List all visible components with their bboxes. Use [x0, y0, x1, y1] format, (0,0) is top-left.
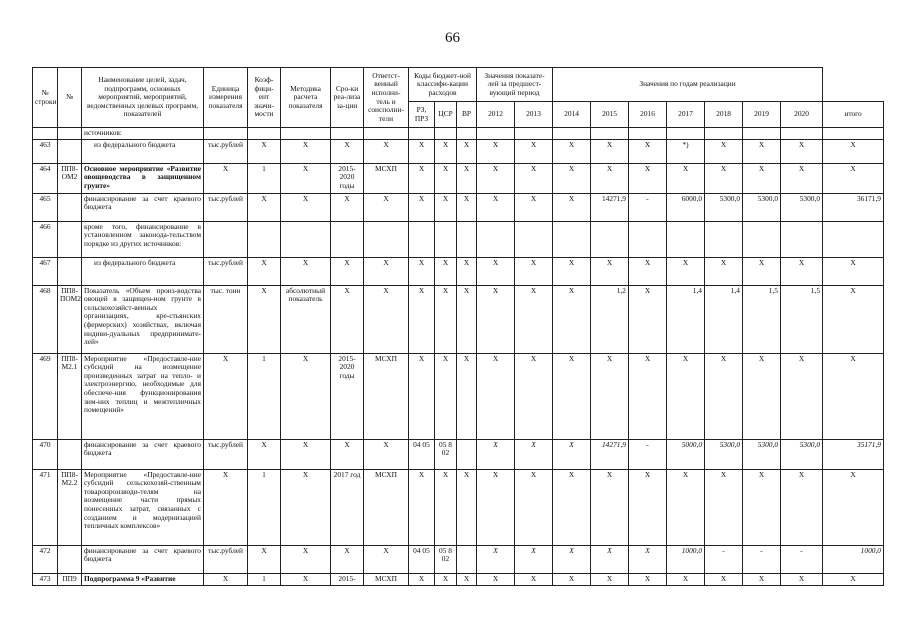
year-2014-cell: [553, 221, 591, 257]
year-2020-cell: X: [781, 139, 823, 163]
year-2018-cell: X: [705, 139, 743, 163]
method-cell: X: [281, 163, 331, 193]
rz-cell: 04 05: [409, 545, 435, 573]
year-2015-cell: X: [591, 163, 629, 193]
row-number: 469: [33, 353, 58, 439]
header-2017: 2017: [667, 102, 705, 128]
rz-cell: X: [409, 285, 435, 353]
year-2019-cell: X: [743, 163, 781, 193]
rz-cell: 04 05: [409, 439, 435, 469]
row-name: Мероприятие «Предоставле-ние субсидий сельскохозяй-ственным товаропроизводи-телям на возмещение части прямых понесенных затрат, связанных с созданием и модернизацией тепличных комплексов»: [82, 469, 204, 545]
year-2017-cell: X: [667, 257, 705, 285]
year-2014-cell: X: [553, 163, 591, 193]
unit-cell: X: [204, 469, 248, 545]
csr-cell: X: [435, 469, 457, 545]
header-2019: 2019: [743, 102, 781, 128]
row-number: 466: [33, 221, 58, 257]
header-2015: 2015: [591, 102, 629, 128]
year-2019-cell: X: [743, 257, 781, 285]
header-no: №: [58, 68, 82, 128]
year-2016-cell: X: [629, 139, 667, 163]
indicators-table: [32, 67, 884, 586]
header-csr: ЦСР: [435, 102, 457, 128]
year-2019-cell: 1,5: [743, 285, 781, 353]
year-2018-cell: X: [705, 257, 743, 285]
unit-cell: X: [204, 353, 248, 439]
unit-cell: тыс.рублей: [204, 257, 248, 285]
table-row: [33, 139, 884, 163]
year-2020-cell: 5300,0: [781, 439, 823, 469]
year-2012-cell: X: [477, 193, 515, 221]
header-term: Сро-ки реа-лиза за-ции: [331, 68, 364, 128]
total-cell: X: [823, 469, 884, 545]
year-2017-cell: X: [667, 163, 705, 193]
year-2014-cell: X: [553, 573, 591, 585]
year-2013-cell: X: [515, 139, 553, 163]
year-2020-cell: X: [781, 573, 823, 585]
total-cell: X: [823, 573, 884, 585]
header-name: Наименование целей, задач, подпрограмм, основных мероприятий, мероприятий, ведомственных целевых программ, показателей: [82, 68, 204, 128]
year-2017-cell: 1000,0: [667, 545, 705, 573]
year-2015-cell: 1,2: [591, 285, 629, 353]
vr-cell: X: [457, 139, 477, 163]
year-2017-cell: *): [667, 139, 705, 163]
term-cell: [331, 128, 364, 140]
total-cell: 36171,9: [823, 193, 884, 221]
header-row-no: № строки: [33, 68, 58, 128]
year-2015-cell: X: [591, 545, 629, 573]
vr-cell: [457, 128, 477, 140]
vr-cell: X: [457, 257, 477, 285]
vr-cell: X: [457, 573, 477, 585]
header-budget-codes: Коды бюджет-ной классифи-кации расходов: [409, 68, 477, 102]
year-2013-cell: X: [515, 163, 553, 193]
method-cell: X: [281, 469, 331, 545]
year-2018-cell: -: [705, 545, 743, 573]
year-2016-cell: X: [629, 285, 667, 353]
rz-cell: X: [409, 353, 435, 439]
row-code: ПП8-М2.2: [58, 469, 82, 545]
row-number: 468: [33, 285, 58, 353]
term-cell: X: [331, 257, 364, 285]
total-cell: X: [823, 285, 884, 353]
year-2014-cell: X: [553, 139, 591, 163]
coef-cell: 1: [248, 469, 281, 545]
row-name: Мероприятие «Предоставле-ние субсидий на возмещение произведенных затрат на тепло- и электроэнергию, необходимые для обеспече-ния функционирования зим-них теплиц и межтепличных помещений»: [82, 353, 204, 439]
csr-cell: 05 8 02: [435, 545, 457, 573]
year-2016-cell: X: [629, 257, 667, 285]
year-2015-cell: X: [591, 353, 629, 439]
total-cell: X: [823, 139, 884, 163]
year-2017-cell: X: [667, 353, 705, 439]
table-header: [33, 68, 884, 128]
year-2020-cell: X: [781, 353, 823, 439]
row-name: из федерального бюджета: [82, 257, 204, 285]
year-2018-cell: [705, 128, 743, 140]
term-cell: X: [331, 139, 364, 163]
year-2012-cell: [477, 221, 515, 257]
row-number: 470: [33, 439, 58, 469]
unit-cell: тыс. тонн: [204, 285, 248, 353]
coef-cell: X: [248, 285, 281, 353]
header-coef: Коэф-фици-ент значи-мости: [248, 68, 281, 128]
row-name: финансирование за счет краевого бюджета: [82, 439, 204, 469]
page-number: 66: [445, 30, 460, 46]
total-cell: [823, 128, 884, 140]
year-2016-cell: X: [629, 353, 667, 439]
year-2020-cell: X: [781, 163, 823, 193]
row-code: ПП8-М2.1: [58, 353, 82, 439]
responsible-cell: МСХП: [364, 469, 409, 545]
year-2014-cell: X: [553, 285, 591, 353]
header-total: итого: [823, 102, 884, 128]
term-cell: 2015-2020 годы: [331, 353, 364, 439]
year-2020-cell: X: [781, 257, 823, 285]
year-2014-cell: X: [553, 257, 591, 285]
header-responsible: Ответст-венный исполни-тель и соисполни-тели: [364, 68, 409, 128]
row-code: [58, 257, 82, 285]
method-cell: абсолютный показатель: [281, 285, 331, 353]
responsible-cell: X: [364, 139, 409, 163]
coef-cell: [248, 128, 281, 140]
term-cell: X: [331, 193, 364, 221]
method-cell: [281, 221, 331, 257]
year-2014-cell: X: [553, 439, 591, 469]
row-code: [58, 128, 82, 140]
year-2019-cell: [743, 128, 781, 140]
row-number: 465: [33, 193, 58, 221]
row-code: [58, 193, 82, 221]
header-2012: 2012: [477, 102, 515, 128]
year-2020-cell: X: [781, 469, 823, 545]
year-2018-cell: 1,4: [705, 285, 743, 353]
csr-cell: X: [435, 139, 457, 163]
csr-cell: X: [435, 353, 457, 439]
year-2016-cell: X: [629, 469, 667, 545]
vr-cell: [457, 439, 477, 469]
responsible-cell: МСХП: [364, 353, 409, 439]
rz-cell: X: [409, 139, 435, 163]
method-cell: [281, 128, 331, 140]
year-2019-cell: [743, 221, 781, 257]
term-cell: [331, 221, 364, 257]
method-cell: X: [281, 573, 331, 585]
responsible-cell: [364, 128, 409, 140]
year-2012-cell: X: [477, 139, 515, 163]
header-vr: ВР: [457, 102, 477, 128]
header-2018: 2018: [705, 102, 743, 128]
total-cell: X: [823, 353, 884, 439]
row-number: 467: [33, 257, 58, 285]
header-previous-period: Значения показате-лей за предшест-вующий период: [477, 68, 553, 102]
total-cell: 1000,0: [823, 545, 884, 573]
row-name: кроме того, финансирование в установленном законода-тельством порядке из других источников:: [82, 221, 204, 257]
year-2018-cell: X: [705, 573, 743, 585]
year-2016-cell: -: [629, 193, 667, 221]
header-years-group: Значения по годам реализации: [553, 68, 823, 102]
responsible-cell: МСХП: [364, 573, 409, 585]
term-cell: 2015-: [331, 573, 364, 585]
year-2016-cell: X: [629, 573, 667, 585]
header-2020: 2020: [781, 102, 823, 128]
row-name: источников:: [82, 128, 204, 140]
year-2018-cell: 5300,0: [705, 439, 743, 469]
term-cell: X: [331, 285, 364, 353]
year-2013-cell: X: [515, 353, 553, 439]
vr-cell: X: [457, 469, 477, 545]
coef-cell: X: [248, 545, 281, 573]
year-2015-cell: X: [591, 573, 629, 585]
year-2018-cell: X: [705, 163, 743, 193]
csr-cell: X: [435, 573, 457, 585]
term-cell: X: [331, 545, 364, 573]
row-code: ПП8-ОМ2: [58, 163, 82, 193]
csr-cell: [435, 221, 457, 257]
year-2012-cell: X: [477, 257, 515, 285]
year-2012-cell: X: [477, 545, 515, 573]
method-cell: X: [281, 439, 331, 469]
year-2014-cell: X: [553, 193, 591, 221]
year-2017-cell: X: [667, 469, 705, 545]
row-name: из федерального бюджета: [82, 139, 204, 163]
year-2012-cell: X: [477, 439, 515, 469]
coef-cell: X: [248, 257, 281, 285]
year-2013-cell: X: [515, 193, 553, 221]
row-number: 464: [33, 163, 58, 193]
year-2018-cell: X: [705, 469, 743, 545]
rz-cell: [409, 221, 435, 257]
table-row: [33, 353, 884, 439]
csr-cell: X: [435, 193, 457, 221]
header-method: Методика расчета показателя: [281, 68, 331, 128]
table-row: [33, 193, 884, 221]
year-2016-cell: [629, 221, 667, 257]
year-2020-cell: [781, 128, 823, 140]
csr-cell: X: [435, 285, 457, 353]
year-2014-cell: [553, 128, 591, 140]
csr-cell: X: [435, 257, 457, 285]
method-cell: X: [281, 139, 331, 163]
year-2019-cell: 5300,0: [743, 193, 781, 221]
row-number: [33, 128, 58, 140]
responsible-cell: X: [364, 545, 409, 573]
header-2014: 2014: [553, 102, 591, 128]
table-row: [33, 439, 884, 469]
row-name: Подпрограмма 9 «Развитие: [82, 573, 204, 585]
year-2015-cell: 14271,9: [591, 193, 629, 221]
year-2019-cell: 5300,0: [743, 439, 781, 469]
year-2019-cell: X: [743, 573, 781, 585]
year-2013-cell: X: [515, 545, 553, 573]
unit-cell: [204, 128, 248, 140]
year-2016-cell: X: [629, 163, 667, 193]
unit-cell: [204, 221, 248, 257]
responsible-cell: X: [364, 439, 409, 469]
vr-cell: [457, 221, 477, 257]
year-2013-cell: X: [515, 257, 553, 285]
year-2015-cell: [591, 128, 629, 140]
total-cell: [823, 221, 884, 257]
year-2018-cell: 5300,0: [705, 193, 743, 221]
responsible-cell: X: [364, 193, 409, 221]
year-2013-cell: X: [515, 469, 553, 545]
year-2012-cell: X: [477, 573, 515, 585]
rz-cell: X: [409, 193, 435, 221]
year-2012-cell: X: [477, 285, 515, 353]
term-cell: 2015-2020 годы: [331, 163, 364, 193]
rz-cell: X: [409, 257, 435, 285]
year-2019-cell: X: [743, 139, 781, 163]
header-rz: РЗ, ПРЗ: [409, 102, 435, 128]
table-body: [33, 128, 884, 586]
year-2013-cell: [515, 221, 553, 257]
unit-cell: X: [204, 573, 248, 585]
method-cell: X: [281, 545, 331, 573]
year-2020-cell: -: [781, 545, 823, 573]
year-2019-cell: X: [743, 353, 781, 439]
table-row: [33, 128, 884, 140]
rz-cell: X: [409, 573, 435, 585]
unit-cell: тыс.рублей: [204, 139, 248, 163]
table-row: [33, 573, 884, 585]
responsible-cell: X: [364, 285, 409, 353]
year-2013-cell: X: [515, 573, 553, 585]
header-unit: Единица измерения показателя: [204, 68, 248, 128]
row-number: 471: [33, 469, 58, 545]
year-2015-cell: X: [591, 469, 629, 545]
year-2020-cell: 5300,0: [781, 193, 823, 221]
term-cell: 2017 год: [331, 469, 364, 545]
table-row: [33, 545, 884, 573]
unit-cell: X: [204, 163, 248, 193]
csr-cell: 05 8 02: [435, 439, 457, 469]
row-number: 473: [33, 573, 58, 585]
rz-cell: X: [409, 163, 435, 193]
row-code: [58, 221, 82, 257]
vr-cell: X: [457, 163, 477, 193]
year-2018-cell: [705, 221, 743, 257]
responsible-cell: [364, 221, 409, 257]
coef-cell: [248, 221, 281, 257]
year-2014-cell: X: [553, 469, 591, 545]
year-2013-cell: [515, 128, 553, 140]
row-code: ПП8-ПОМ2: [58, 285, 82, 353]
unit-cell: тыс.рублей: [204, 439, 248, 469]
vr-cell: X: [457, 193, 477, 221]
vr-cell: X: [457, 285, 477, 353]
coef-cell: 1: [248, 573, 281, 585]
year-2013-cell: X: [515, 285, 553, 353]
coef-cell: X: [248, 439, 281, 469]
vr-cell: X: [457, 353, 477, 439]
total-cell: 35171,9: [823, 439, 884, 469]
rz-cell: [409, 128, 435, 140]
table-row: [33, 221, 884, 257]
table-row: [33, 163, 884, 193]
coef-cell: X: [248, 193, 281, 221]
year-2017-cell: [667, 128, 705, 140]
unit-cell: тыс.рублей: [204, 545, 248, 573]
year-2014-cell: X: [553, 353, 591, 439]
method-cell: X: [281, 257, 331, 285]
year-2016-cell: [629, 128, 667, 140]
row-code: ПП9: [58, 573, 82, 585]
year-2015-cell: X: [591, 139, 629, 163]
row-name: Показатель «Объем произ-водства овощей в защищен-ном грунте в сельскохозяйст-венных организациях, кре-стьянских (фермерских) хозяйствах, включая индиви-дуальных предпринимате-лей»: [82, 285, 204, 353]
csr-cell: X: [435, 163, 457, 193]
year-2017-cell: 6000,0: [667, 193, 705, 221]
csr-cell: [435, 128, 457, 140]
total-cell: X: [823, 257, 884, 285]
year-2016-cell: X: [629, 545, 667, 573]
row-number: 463: [33, 139, 58, 163]
row-name: финансирование за счет краевого бюджета: [82, 545, 204, 573]
row-name: финансирование за счет краевого бюджета: [82, 193, 204, 221]
header-2013: 2013: [515, 102, 553, 128]
term-cell: X: [331, 439, 364, 469]
year-2019-cell: X: [743, 469, 781, 545]
year-2017-cell: 1,4: [667, 285, 705, 353]
rz-cell: X: [409, 469, 435, 545]
row-number: 472: [33, 545, 58, 573]
total-cell: X: [823, 163, 884, 193]
table-row: [33, 257, 884, 285]
year-2016-cell: -: [629, 439, 667, 469]
year-2012-cell: X: [477, 469, 515, 545]
year-2012-cell: X: [477, 163, 515, 193]
year-2020-cell: 1,5: [781, 285, 823, 353]
method-cell: X: [281, 353, 331, 439]
year-2019-cell: -: [743, 545, 781, 573]
year-2017-cell: X: [667, 573, 705, 585]
row-code: [58, 439, 82, 469]
year-2018-cell: X: [705, 353, 743, 439]
row-code: [58, 139, 82, 163]
year-2012-cell: X: [477, 353, 515, 439]
responsible-cell: МСХП: [364, 163, 409, 193]
method-cell: X: [281, 193, 331, 221]
year-2017-cell: 5000,0: [667, 439, 705, 469]
table-row: [33, 469, 884, 545]
row-code: [58, 545, 82, 573]
row-name: Основное мероприятие «Развитие овощеводства в защищенном грунте»: [82, 163, 204, 193]
year-2015-cell: [591, 221, 629, 257]
year-2020-cell: [781, 221, 823, 257]
coef-cell: 1: [248, 353, 281, 439]
year-2015-cell: X: [591, 257, 629, 285]
responsible-cell: X: [364, 257, 409, 285]
coef-cell: 1: [248, 163, 281, 193]
coef-cell: X: [248, 139, 281, 163]
vr-cell: [457, 545, 477, 573]
year-2017-cell: [667, 221, 705, 257]
year-2012-cell: [477, 128, 515, 140]
unit-cell: тыс.рублей: [204, 193, 248, 221]
year-2015-cell: 14271,9: [591, 439, 629, 469]
table-row: [33, 285, 884, 353]
header-2016: 2016: [629, 102, 667, 128]
year-2014-cell: X: [553, 545, 591, 573]
year-2013-cell: X: [515, 439, 553, 469]
